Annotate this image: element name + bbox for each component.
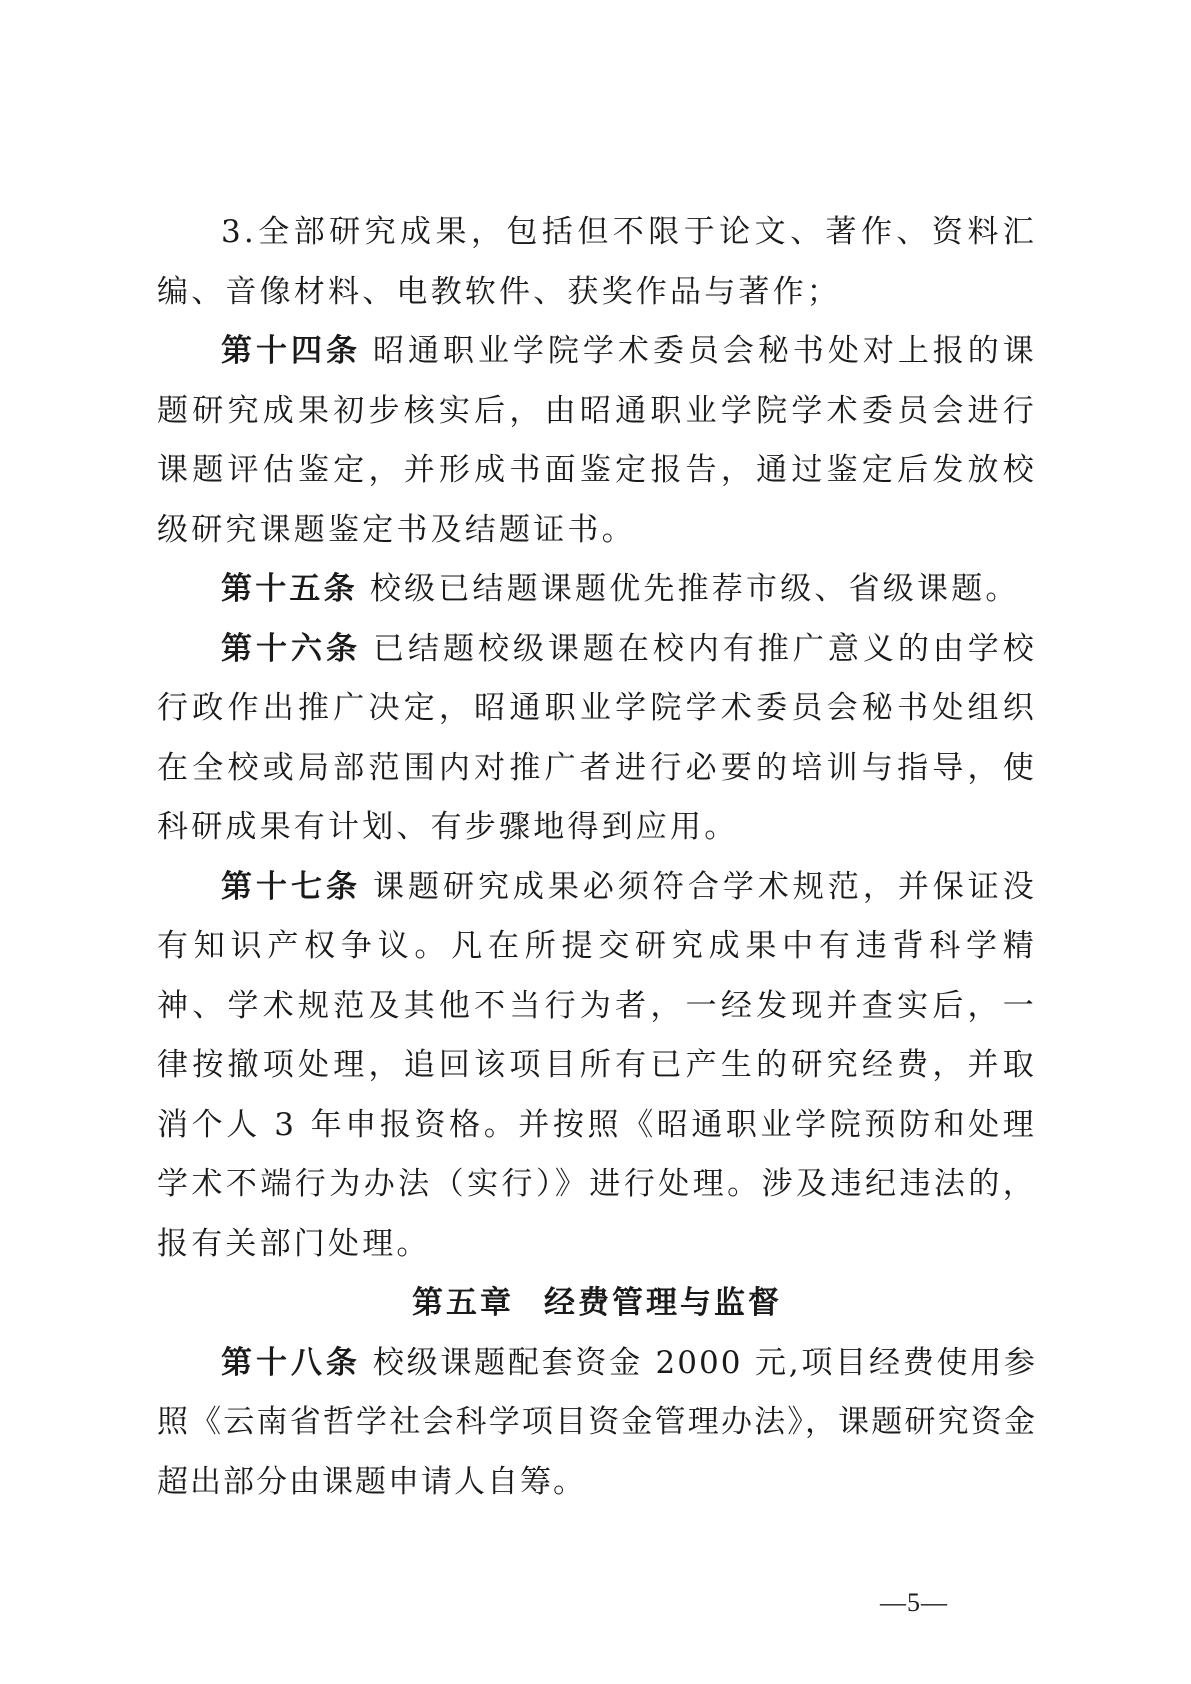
- document-body: [157, 203, 1037, 1512]
- chapter-5-number: 第五章: [412, 1285, 514, 1321]
- article-17-label: 第十七条: [221, 868, 361, 905]
- chapter-5-title: 经费管理与监督: [544, 1285, 782, 1321]
- article-18-paragraph: [157, 1334, 1037, 1513]
- article-15-paragraph: [157, 560, 1037, 620]
- item-3-text: 3.全部研究成果，包括但不限于论文、著作、资料汇编、音像材料、电教软件、获奖作品与著作；: [157, 214, 1037, 310]
- article-17-paragraph: [157, 858, 1037, 1275]
- page-number: —5—: [880, 1588, 948, 1617]
- item-3-paragraph: [157, 203, 1037, 322]
- article-15-text: 校级已结题课题优先推荐市级、省级课题。: [369, 571, 1020, 607]
- article-14-label: 第十四条: [221, 333, 361, 369]
- article-16-paragraph: [157, 620, 1037, 858]
- article-18-label: 第十八条: [221, 1344, 361, 1381]
- chapter-5-heading: [157, 1274, 1037, 1334]
- article-16-text: 已结题校级课题在校内有推广意义的由学校行政作出推广决定，昭通职业学院学术委员会秘书处组织在全校或局部范围内对推广者进行必要的培训与指导，使科研成果有计划、有步骤地得到应用。: [157, 630, 1037, 845]
- article-18-text: 校级课题配套资金 2000 元,项目经费使用参照《云南省哲学社会科学项目资金管理办法》，课题研究资金超出部分由课题申请人自筹。: [157, 1344, 1037, 1500]
- article-15-label: 第十五条: [221, 571, 358, 607]
- article-16-label: 第十六条: [221, 630, 361, 667]
- article-14-text: 昭通职业学院学术委员会秘书处对上报的课题研究成果初步核实后，由昭通职业学院学术委员会进行课题评估鉴定，并形成书面鉴定报告，通过鉴定后发放校级研究课题鉴定书及结题证书。: [157, 333, 1037, 548]
- article-14-paragraph: [157, 322, 1037, 560]
- article-17-text: 课题研究成果必须符合学术规范，并保证没有知识产权争议。凡在所提交研究成果中有违背科学精神、学术规范及其他不当行为者，一经发现并查实后，一律按撤项处理，追回该项目所有已产生的研究经费，并取消个人 3 年申报资格。并按照《昭通职业学院预防和处理学术不端行为办法（实行）》进行处理。涉及违纪违法的，报有关部门处理。: [157, 868, 1037, 1262]
